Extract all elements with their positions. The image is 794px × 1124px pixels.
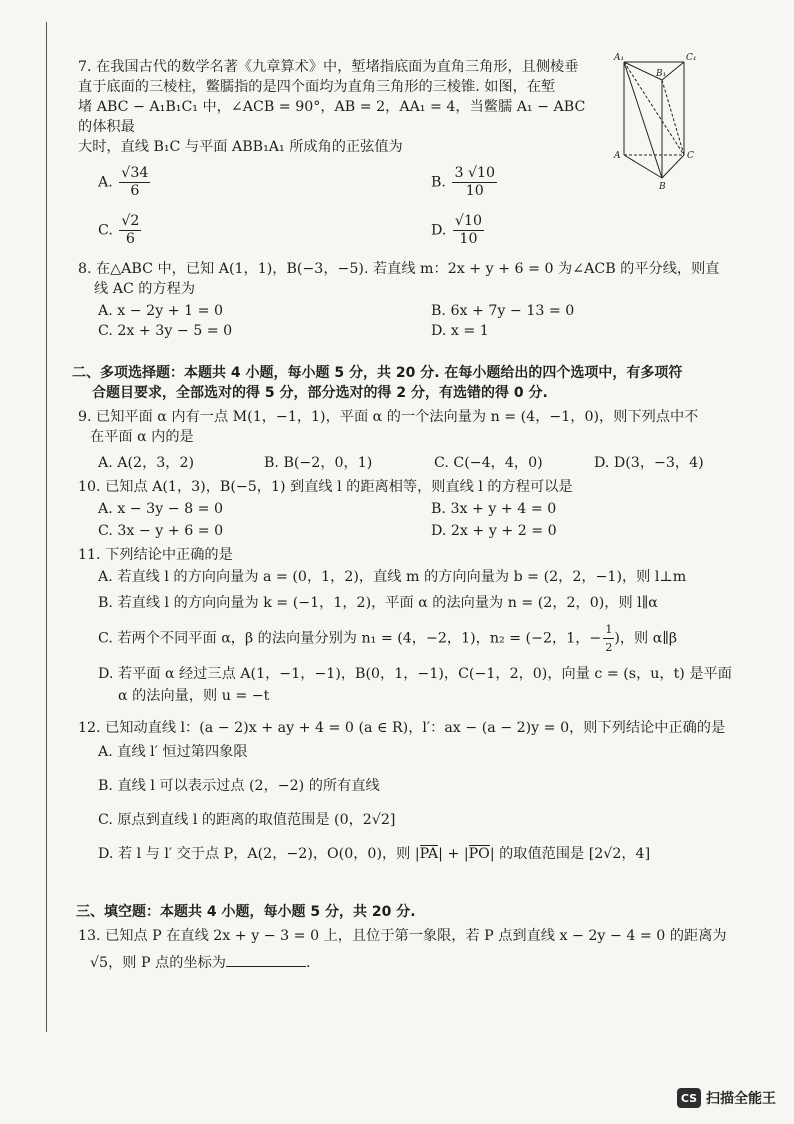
q9-stem-line1: 9. 已知平面 α 内有一点 M(1，−1，1)，平面 α 的一个法向量为 n = (4，−1，0)，则下列点中不 [78,409,699,425]
q10-option-d: D. 2x + y + 2 = 0 [431,523,557,539]
q8-option-d: D. x = 1 [431,323,489,339]
q8-option-b: B. 6x + 7y − 13 = 0 [431,303,575,319]
q11-option-b: B. 若直线 l 的方向向量为 k = (−1，1，2)，平面 α 的法向量为 n = (2，2，0)，则 l∥α [98,595,658,611]
q7-option-d: D. $\frac{√10}{10}$ [431,213,482,247]
q7-stem-line2: 直于底面的三棱柱，鳖臑指的是四个面均为直角三角形的三棱锥. 如图，在堑 [78,79,556,95]
q11-option-c: C. 若两个不同平面 α，β 的法向量分别为 n₁ = (4，−2，1)，n₂ = (−2，1，− $\frac{1}{2}$ )，则 α∥β [98,623,678,654]
section-2-header [72,363,778,403]
q9-options [78,453,778,473]
q11-option-a: A. 若直线 l 的方向向量为 a = (0，1，2)，直线 m 的方向向量为 b = (2，2，−1)，则 l⊥m [98,569,687,585]
label-a1: A₁ [614,53,625,63]
section-3-header: 三、填空题：本题共 4 小题，每小题 5 分，共 20 分. [76,904,416,920]
q10-option-c: C. 3x − y + 6 = 0 [98,523,224,539]
q10-option-a: A. x − 3y − 8 = 0 [98,501,224,517]
q7-option-b: B. $\frac{3 √10}{10}$ [431,165,496,199]
question-9 [78,407,778,473]
q10-stem: 10. 已知点 A(1，3)，B(−5，1) 到直线 l 的距离相等，则直线 l 的方程可以是 [78,479,573,495]
question-13 [78,926,778,973]
section-2-line2: 合题目要求，全部选对的得 5 分，部分选对的得 2 分，有选错的得 0 分. [92,385,548,401]
q9-stem-line2: 在平面 α 内的是 [90,429,194,445]
label-b: B [659,182,666,190]
q12-option-d: D. 若 l 与 l′ 交于点 P，A(2，−2)，O(0，0)，则 |PA| + |PO| 的取值范围是 [2√2，4] [98,846,651,862]
camscanner-badge [677,1088,776,1108]
q8-options-row2 [78,321,778,341]
q10-options-row1 [78,499,778,519]
q7-options-row1 [78,165,778,207]
q8-option-c: C. 2x + 3y − 5 = 0 [98,323,233,339]
question-10 [78,477,778,541]
q13-stem-line1: 13. 已知点 P 在直线 2x + y − 3 = 0 上，且位于第一象限，若 P 点到直线 x − 2y − 4 = 0 的距离为 [78,928,727,944]
q7-stem-line3: 堵 ABC − A₁B₁C₁ 中，∠ACB = 90°，AB = 2，AA₁ = 4，当鳖臑 A₁ − ABC 的体积最 [78,99,586,135]
answer-blank [226,952,306,967]
q9-option-b: B. B(−2，0，1) [264,455,373,471]
q9-option-a: A. A(2，3，2) [98,455,195,471]
label-b1: B₁ [656,69,667,79]
question-12 [78,718,778,864]
q7-option-a: A. $\frac{√34}{6}$ [98,165,149,199]
q9-option-c: C. C(−4，4，0) [434,455,543,471]
q10-options-row2 [78,521,778,541]
q8-option-a: A. x − 2y + 1 = 0 [98,303,224,319]
q8-stem-line1: 8. 在△ABC 中，已知 A(1，1)，B(−3，−5). 若直线 m：2x + y + 6 = 0 为∠ACB 的平分线，则直 [78,261,720,277]
camscanner-text: 扫描全能王 [706,1091,776,1107]
label-a: A [614,151,621,161]
q11-option-d-line1: D. 若平面 α 经过三点 A(1，−1，−1)，B(0，1，−1)，C(−1，2，0)，向量 c = (s，u，t) 是平面 [98,666,732,682]
exam-page [72,50,778,973]
q7-options-row2 [78,213,778,255]
q12-option-c: C. 原点到直线 l 的距离的取值范围是 (0，2√2] [98,812,396,828]
q13-stem-line2: √5，则 P 点的坐标为 . [90,952,778,973]
label-c: C [687,151,694,161]
q12-option-b: B. 直线 l 可以表示过点 (2，−2) 的所有直线 [98,778,380,794]
q12-stem: 12. 已知动直线 l：(a − 2)x + ay + 4 = 0 (a ∈ R)，l′：ax − (a − 2)y = 0，则下列结论中正确的是 [78,720,726,736]
q7-option-c: C. $\frac{√2}{6}$ [98,213,140,247]
q7-stem-line4: 大时，直线 B₁C 与平面 ABB₁A₁ 所成角的正弦值为 [78,139,403,155]
q8-stem-line2: 线 AC 的方程为 [94,281,196,297]
section-2-line1: 二、多项选择题：本题共 4 小题，每小题 5 分，共 20 分. 在每小题给出的四个选项中，有多项符 [72,365,683,381]
q10-option-b: B. 3x + y + 4 = 0 [431,501,557,517]
camscanner-logo: CS [677,1088,701,1108]
q11-stem: 11. 下列结论中正确的是 [78,547,233,563]
question-11 [78,545,778,706]
label-c1: C₁ [686,53,697,63]
q11-option-d-line2: α 的法向量，则 u = −t [118,688,270,704]
left-margin-line [46,22,47,1032]
q7-stem-line1: 7. 在我国古代的数学名著《九章算术》中，堑堵指底面为直角三角形，且侧棱垂 [78,59,579,75]
q12-option-a: A. 直线 l′ 恒过第四象限 [98,744,248,760]
q8-options-row1 [78,301,778,321]
q9-option-d: D. D(3，−3，4) [594,455,704,471]
question-8 [78,259,778,341]
question-7 [78,57,778,255]
